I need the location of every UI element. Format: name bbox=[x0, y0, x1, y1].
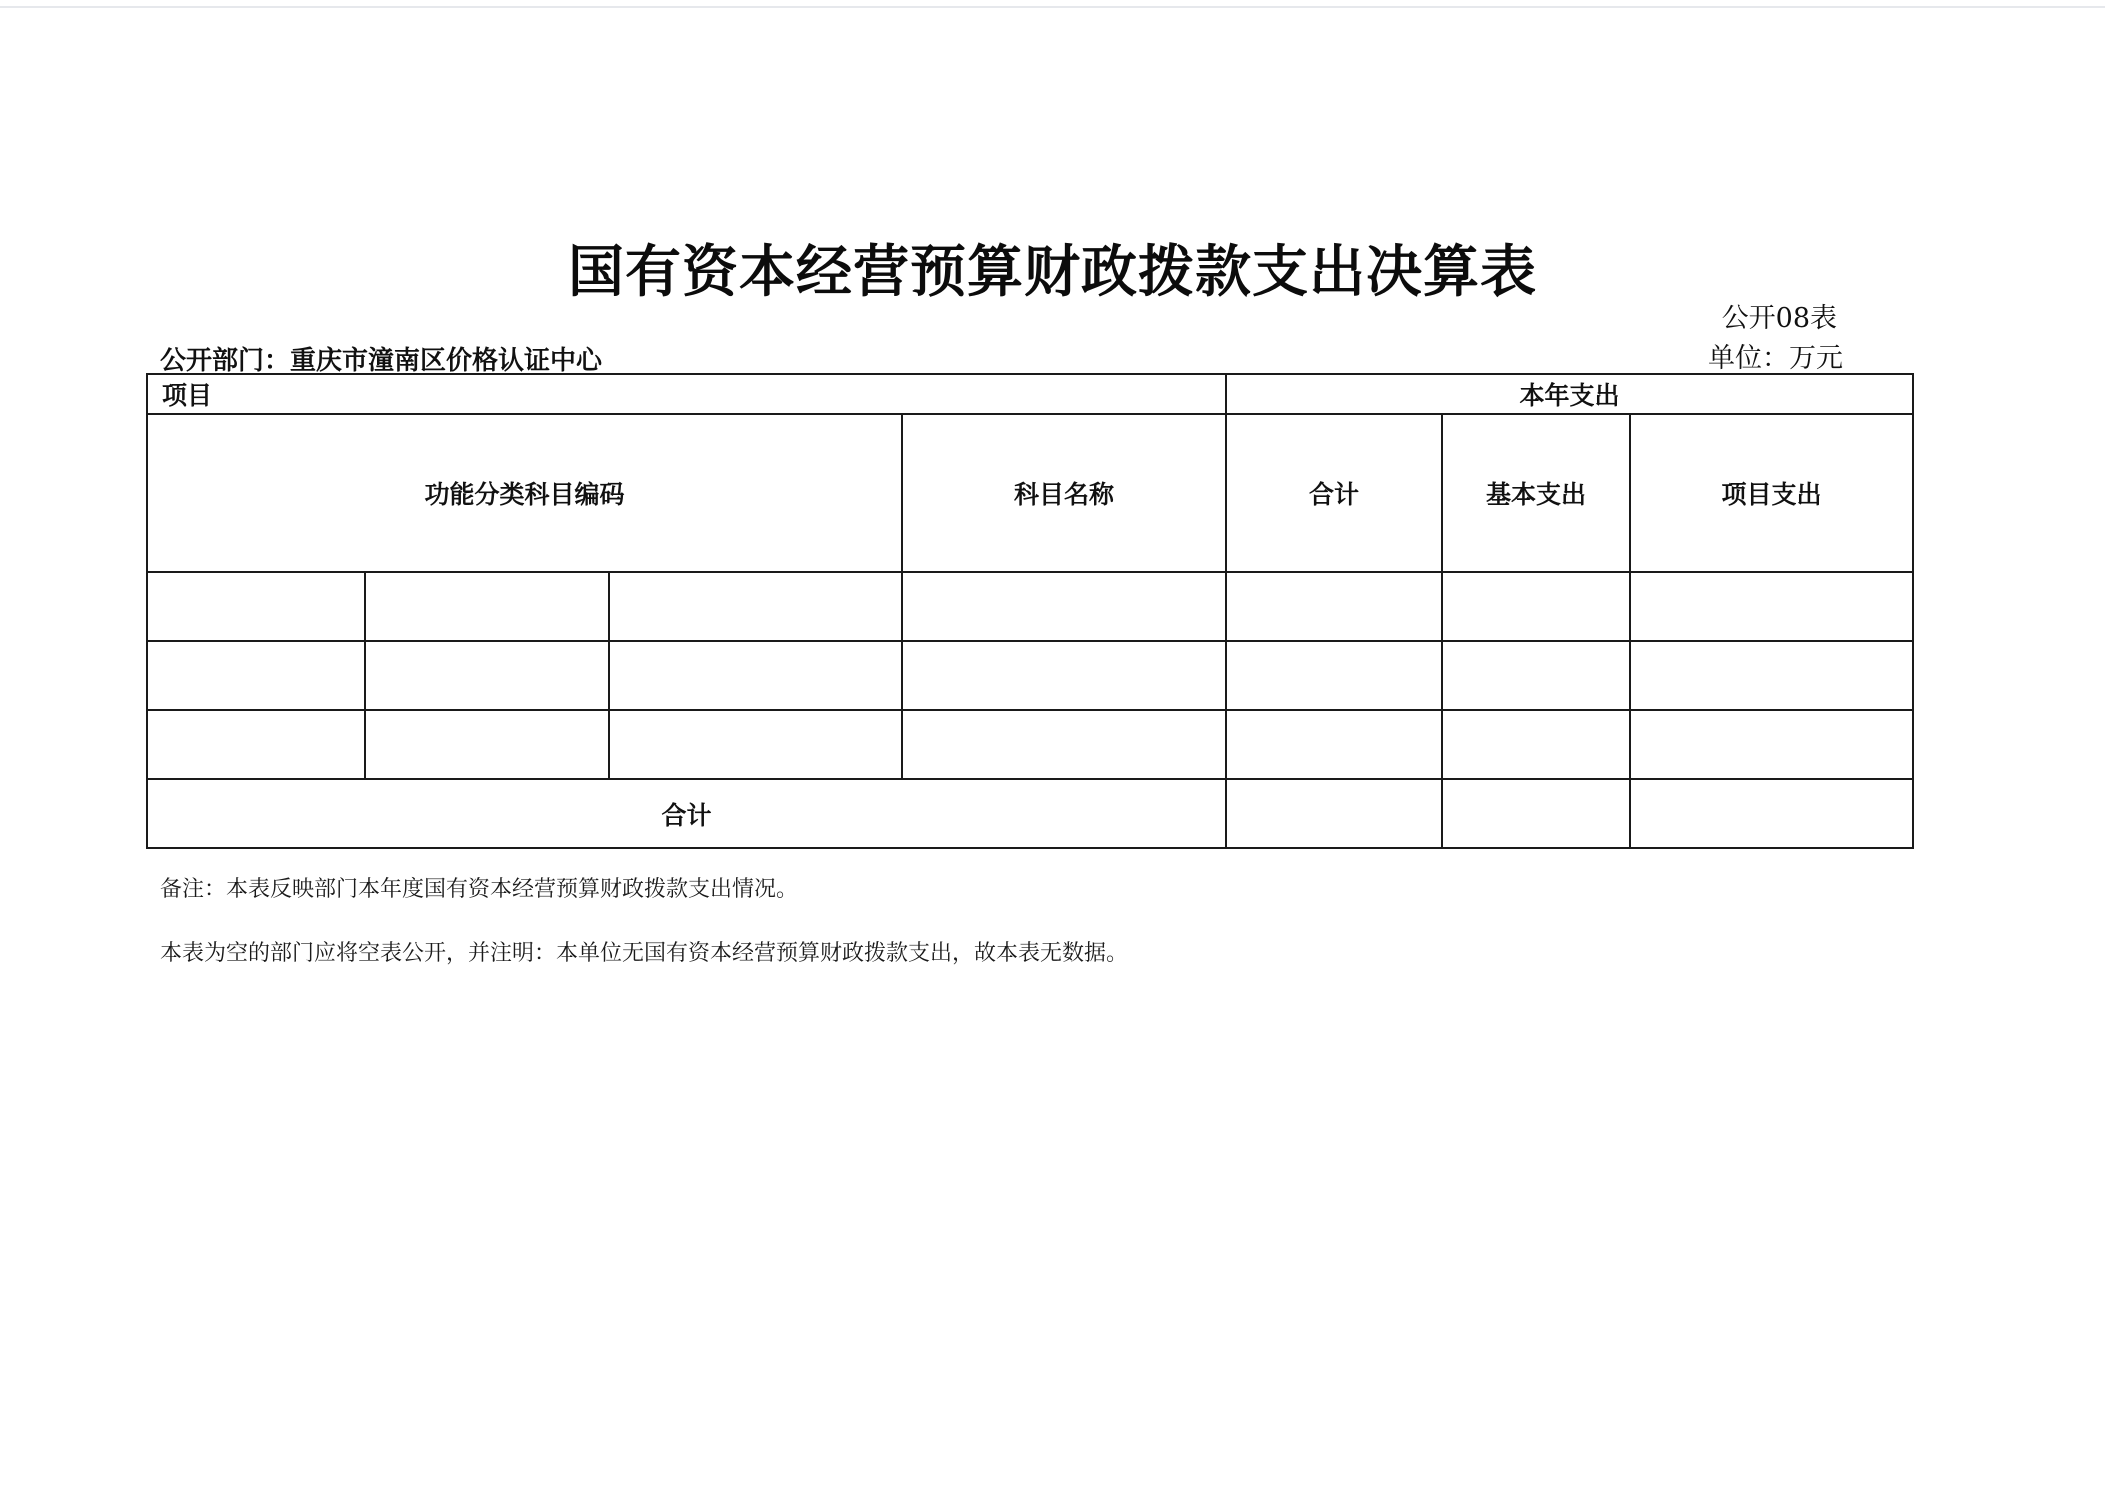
table-cell bbox=[609, 572, 902, 641]
table-cell bbox=[1226, 572, 1442, 641]
department-label: 公开部门：重庆市潼南区价格认证中心 bbox=[160, 346, 603, 376]
page-title: 国有资本经营预算财政拨款支出决算表 bbox=[568, 239, 1537, 305]
total-cell bbox=[1226, 779, 1442, 848]
table-cell bbox=[1442, 572, 1630, 641]
table-cell bbox=[365, 572, 609, 641]
table-row bbox=[147, 641, 1913, 710]
total-row-label: 合计 bbox=[147, 779, 1226, 848]
form-code: 公开08表 bbox=[1721, 303, 1837, 334]
table-row bbox=[147, 572, 1913, 641]
header-subject-name-cell: 科目名称 bbox=[902, 414, 1226, 572]
total-basic-cell bbox=[1442, 779, 1630, 848]
table-cell bbox=[147, 710, 365, 779]
table-cell bbox=[1226, 710, 1442, 779]
table-cell bbox=[902, 572, 1226, 641]
table-cell bbox=[147, 572, 365, 641]
header-item-cell: 项目 bbox=[147, 374, 1226, 414]
table-cell bbox=[1630, 710, 1913, 779]
header-total-cell: 合计 bbox=[1226, 414, 1442, 572]
table-cell bbox=[609, 710, 902, 779]
unit-label: 单位：万元 bbox=[1708, 343, 1843, 374]
table-cell bbox=[365, 641, 609, 710]
header-basic-cell: 基本支出 bbox=[1442, 414, 1630, 572]
table-cell bbox=[1442, 710, 1630, 779]
header-row-2 bbox=[147, 414, 1913, 572]
table-cell bbox=[1442, 641, 1630, 710]
header-project-cell: 项目支出 bbox=[1630, 414, 1913, 572]
table-cell bbox=[902, 710, 1226, 779]
table-cell bbox=[147, 641, 365, 710]
total-row bbox=[147, 779, 1913, 848]
footnote-remark: 备注：本表反映部门本年度国有资本经营预算财政拨款支出情况。 bbox=[160, 877, 799, 902]
table-cell bbox=[609, 641, 902, 710]
table-row bbox=[147, 710, 1913, 779]
table-cell bbox=[1630, 572, 1913, 641]
table-cell bbox=[1226, 641, 1442, 710]
total-project-cell bbox=[1630, 779, 1913, 848]
table-cell bbox=[1630, 641, 1913, 710]
scan-edge-line bbox=[0, 6, 2105, 8]
header-row-1 bbox=[147, 374, 1913, 414]
table-cell bbox=[365, 710, 609, 779]
header-current-year-cell: 本年支出 bbox=[1226, 374, 1913, 414]
footnote-empty-instruction: 本表为空的部门应将空表公开，并注明：本单位无国有资本经营预算财政拨款支出，故本表无数据。 bbox=[160, 941, 1129, 966]
expenditure-table bbox=[146, 373, 1914, 849]
table-cell bbox=[902, 641, 1226, 710]
header-function-code-cell: 功能分类科目编码 bbox=[147, 414, 902, 572]
